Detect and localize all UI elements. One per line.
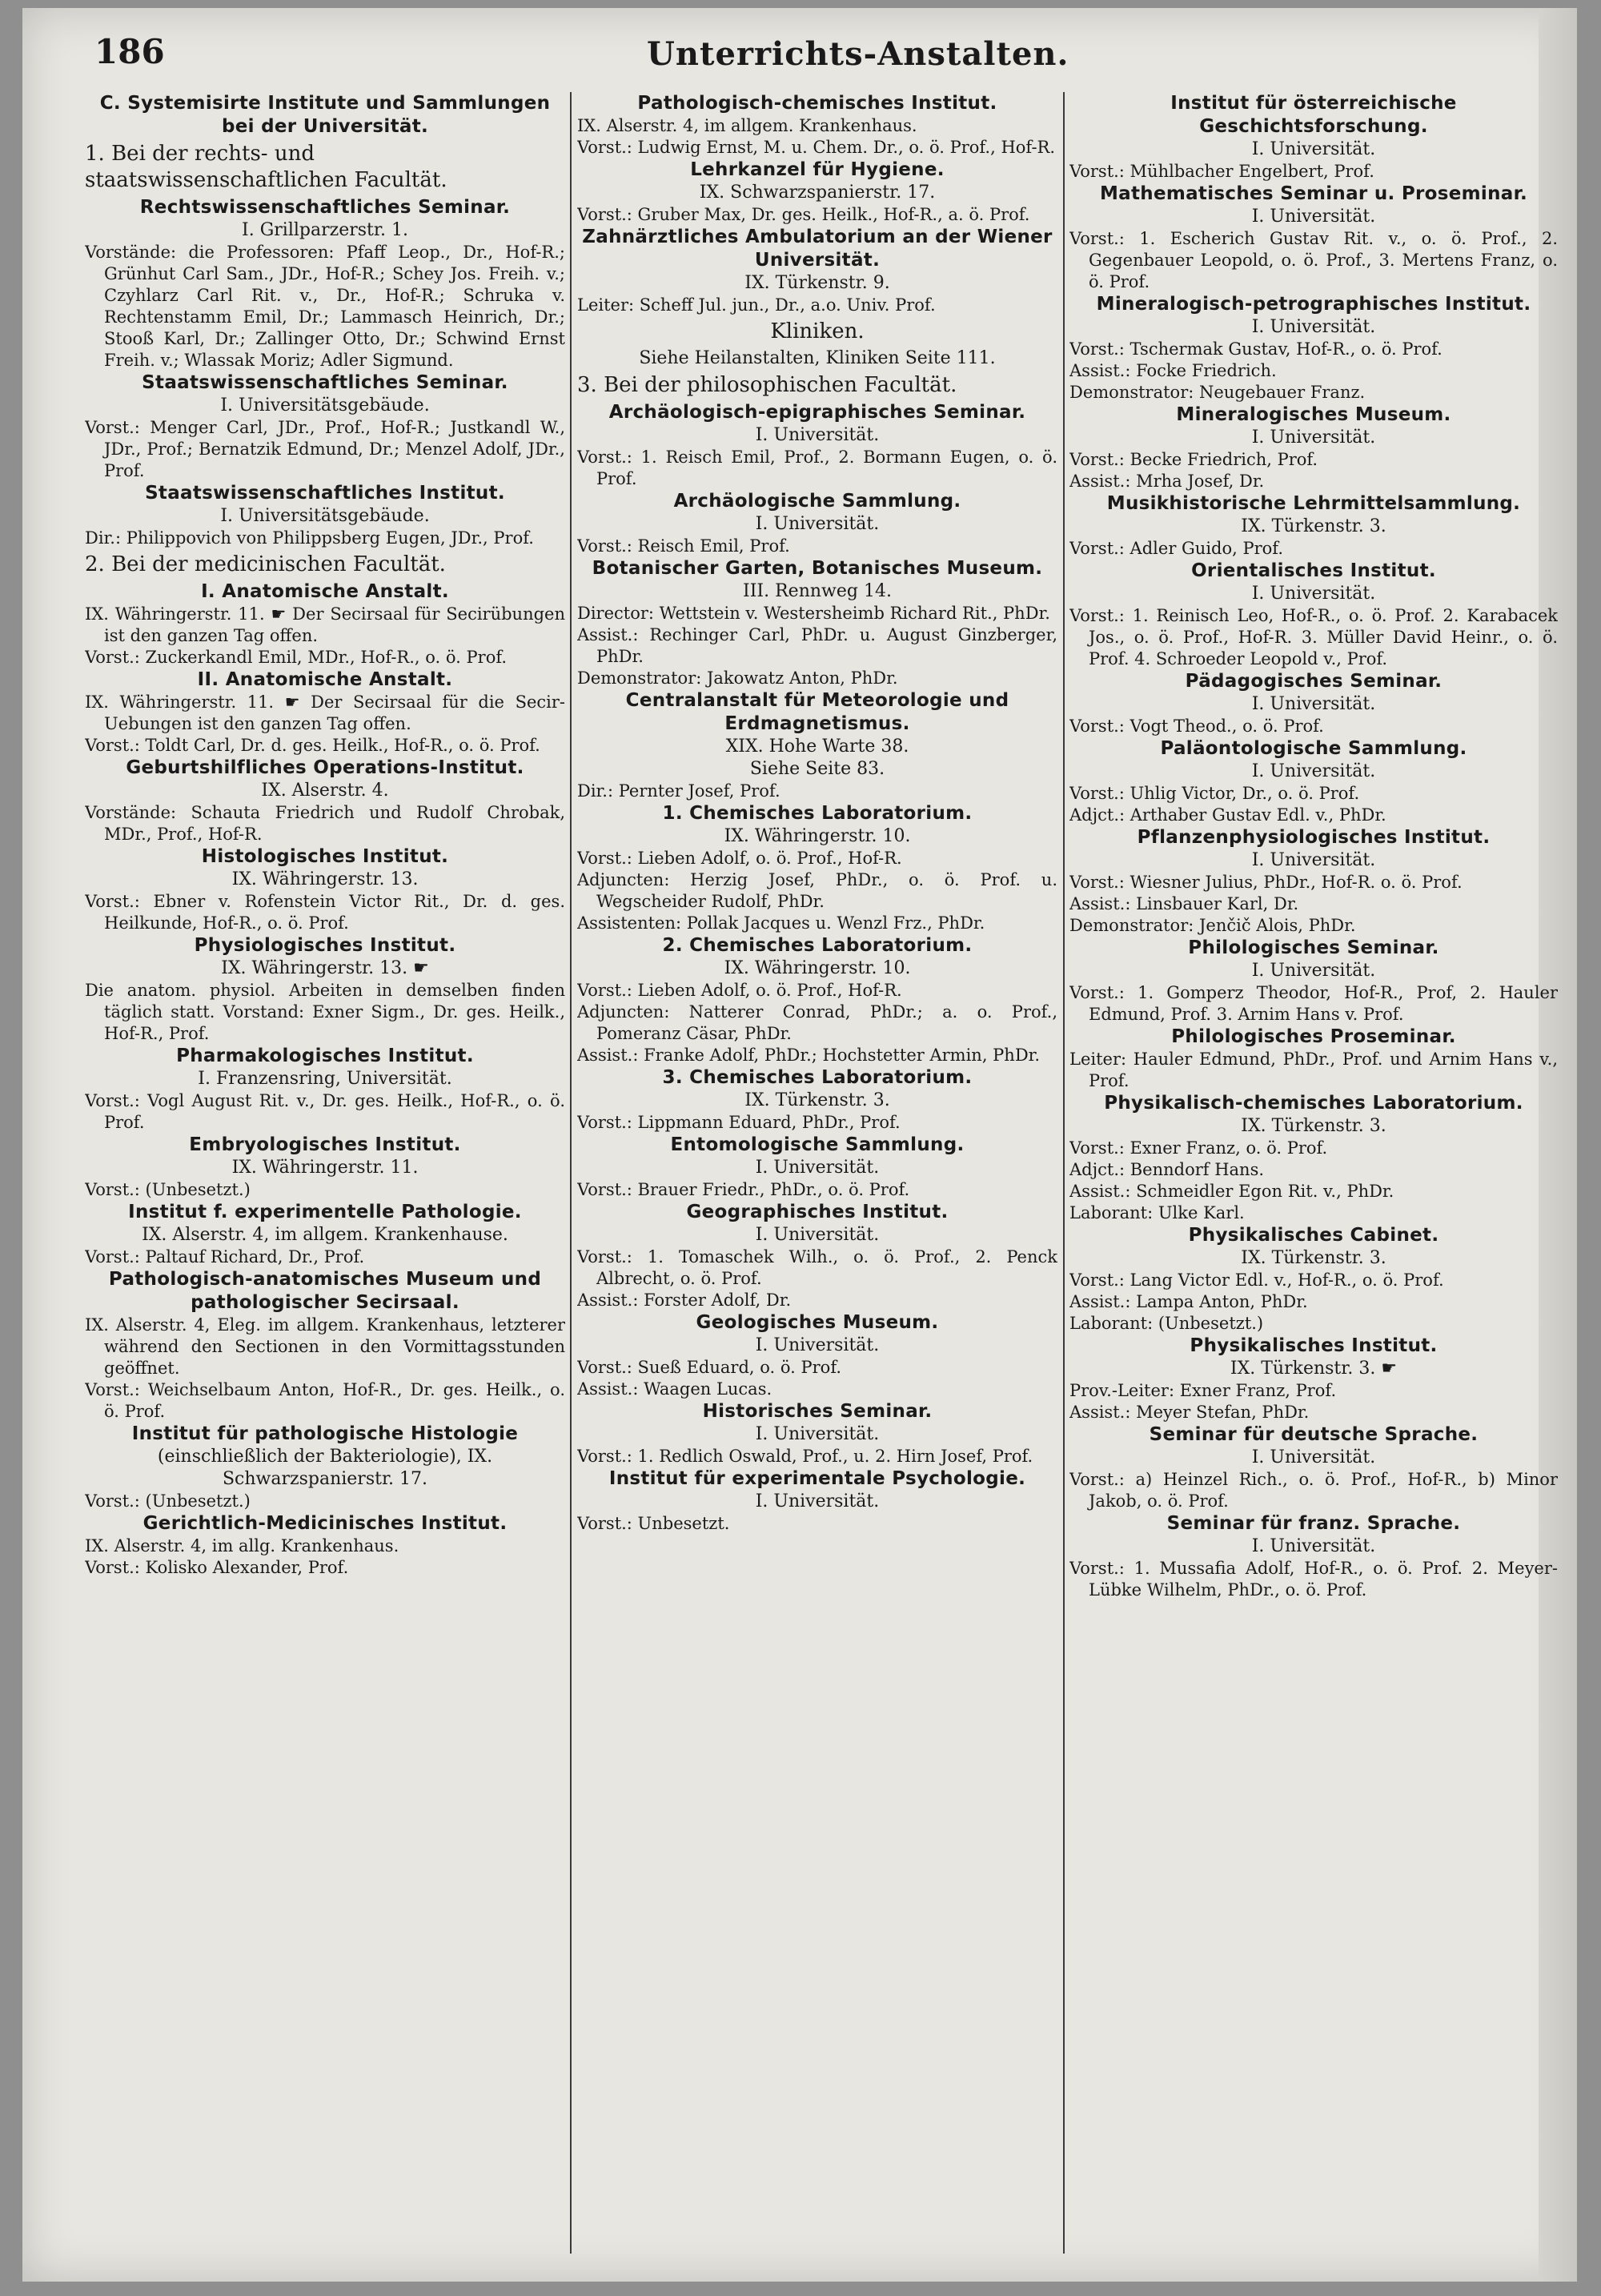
entry-text: Demonstrator: Jenčič Alois, PhDr. <box>1069 916 1356 935</box>
entry-text: Vorst.: 1. Escherich Gustav Rit. v., o. ö. Prof., 2. Gegenbauer Leopold, o. ö. Prof., 3. Mertens Franz, o. ö. Prof. <box>1069 229 1558 291</box>
address-line: I. Universität. <box>1251 139 1376 159</box>
entry-text: Vorstände: Schauta Friedrich und Rudolf Chrobak, MDr., Prof., Hof-R. <box>85 803 565 844</box>
section-heading: Rechtswissenschaftliches Seminar. <box>139 197 511 218</box>
address-line: I. Universität. <box>755 514 880 534</box>
section-heading: Pathologisch-chemisches Institut. <box>637 93 997 114</box>
address-line: I. Universität. <box>1251 850 1376 870</box>
entry-text: Vorst.: 1. Reisch Emil, Prof., 2. Bormann Eugen, o. ö. Prof. <box>577 448 1057 488</box>
entry-text: Assist.: Linsbauer Karl, Dr. <box>1069 894 1299 913</box>
entry-text: Vorst.: Vogt Theod., o. ö. Prof. <box>1069 716 1324 736</box>
entry-text: Demonstrator: Neugebauer Franz. <box>1069 383 1366 402</box>
faculty-heading: 3. Bei der philosophischen Facultät. <box>577 373 957 397</box>
entry-text: Assist.: Mrha Josef, Dr. <box>1069 472 1265 491</box>
section-heading: Philologisches Proseminar. <box>1171 1026 1456 1047</box>
entry-text: Assist.: Waagen Lucas. <box>577 1379 772 1399</box>
entry-text: Vorst.: 1. Gomperz Theodor, Hof-R., Prof, 2. Hauler Edmund, Prof. 3. Arnim Hans v. Prof. <box>1069 983 1558 1024</box>
section-heading: Gerichtlich-Medicinisches Institut. <box>142 1513 508 1534</box>
entry-text: Assist.: Franke Adolf, PhDr.; Hochstetter Armin, PhDr. <box>577 1046 1041 1065</box>
address-line: I. Universität. <box>1251 1447 1376 1467</box>
entry-text: Vorst.: Lang Victor Edl. v., Hof-R., o. ö. Prof. <box>1069 1270 1444 1290</box>
address-line: (einschließlich der Bakteriologie), IX. Schwarzspanierstr. 17. <box>157 1447 493 1489</box>
section-heading: C. Systemisirte Institute und Sammlungen bei der Universität. <box>99 93 551 137</box>
entry-text: Assist.: Schmeidler Egon Rit. v., PhDr. <box>1069 1182 1394 1201</box>
section-heading: Geologisches Museum. <box>696 1312 939 1333</box>
entry-text: Vorst.: Uhlig Victor, Dr., o. ö. Prof. <box>1069 784 1360 803</box>
section-heading: Entomologische Sammlung. <box>670 1134 965 1155</box>
column-rule <box>570 92 572 2254</box>
faculty-heading: 2. Bei der medicinischen Facultät. <box>85 552 446 576</box>
running-head: Unterrichts-Anstalten. <box>647 35 1069 73</box>
address-line: I. Universität. <box>1251 761 1376 781</box>
address-line: I. Universität. <box>1251 317 1376 337</box>
section-heading: Seminar für franz. Sprache. <box>1166 1513 1461 1534</box>
address-line: IX. Türkenstr. 3. <box>1241 1116 1386 1136</box>
address-line: I. Universität. <box>755 1424 880 1444</box>
address-line: IX. Alserstr. 4, im allgem. Krankenhause. <box>142 1225 508 1245</box>
section-heading: Institut für österreichische Geschichtsforschung. <box>1170 93 1457 137</box>
entry-text: IX. Währingerstr. 11. ☛ Der Secirsaal für die Secir-Uebungen ist den ganzen Tag offen. <box>85 692 565 733</box>
section-heading: Musikhistorische Lehrmittelsammlung. <box>1106 493 1521 514</box>
entry-text: Vorst.: Unbesetzt. <box>577 1514 730 1533</box>
entry-text: Vorst.: Vogl August Rit. v., Dr. ges. Heilk., Hof-R., o. ö. Prof. <box>85 1091 565 1132</box>
columns <box>85 92 1558 2254</box>
section-heading: Staatswissenschaftliches Seminar. <box>142 372 508 393</box>
entry-text: Vorst.: Gruber Max, Dr. ges. Heilk., Hof-R., a. ö. Prof. <box>577 205 1030 224</box>
address-line: XIX. Hohe Warte 38. <box>725 737 909 757</box>
address-line: I. Universität. <box>1251 584 1376 604</box>
entry-text: Vorst.: Weichselbaum Anton, Hof-R., Dr. ges. Heilk., o. ö. Prof. <box>85 1380 565 1421</box>
section-heading: Physikalisches Institut. <box>1190 1335 1438 1356</box>
address-line: IX. Währingerstr. 10. <box>724 958 911 978</box>
section-heading: Seminar für deutsche Sprache. <box>1149 1424 1479 1445</box>
entry-text: Vorst.: Sueß Eduard, o. ö. Prof. <box>577 1358 842 1377</box>
entry-text: Vorst.: Ludwig Ernst, M. u. Chem. Dr., o. ö. Prof., Hof-R. <box>577 138 1056 157</box>
entry-text: Assist.: Meyer Stefan, PhDr. <box>1069 1403 1310 1422</box>
entry-text: Assist.: Lampa Anton, PhDr. <box>1069 1292 1308 1311</box>
entry-text: Vorst.: Exner Franz, o. ö. Prof. <box>1069 1138 1328 1158</box>
section-heading: Pathologisch-anatomisches Museum und pathologischer Secirsaal. <box>108 1269 542 1313</box>
section-heading: Historisches Seminar. <box>702 1401 933 1422</box>
section-heading: 3. Chemisches Laboratorium. <box>662 1067 973 1088</box>
section-heading: Geburtshilfliches Operations-Institut. <box>126 757 524 778</box>
section-heading: Lehrkanzel für Hygiene. <box>690 159 945 180</box>
section-heading: 1. Chemisches Laboratorium. <box>662 803 973 824</box>
section-heading: Pädagogisches Seminar. <box>1185 671 1443 692</box>
entry-text: Vorst.: Ebner v. Rofenstein Victor Rit., Dr. d. ges. Heilkunde, Hof-R., o. ö. Prof. <box>85 892 565 933</box>
address-line: I. Universität. <box>1251 427 1376 448</box>
section-heading: Pharmakologisches Institut. <box>176 1046 474 1066</box>
faculty-heading: Kliniken. <box>770 319 865 343</box>
address-line: I. Universität. <box>755 425 880 445</box>
entry-text: Leiter: Scheff Jul. jun., Dr., a.o. Univ. Prof. <box>577 295 936 315</box>
entry-text: Die anatom. physiol. Arbeiten in demselben finden täglich statt. Vorstand: Exner Sigm., Dr. ges. Heilk., Hof-R., Prof. <box>85 981 565 1043</box>
address-line: IX. Währingerstr. 13. <box>231 869 419 889</box>
section-heading: Philologisches Seminar. <box>1188 937 1439 958</box>
section-heading: II. Anatomische Anstalt. <box>197 669 453 690</box>
section-heading: I. Anatomische Anstalt. <box>201 581 449 602</box>
entry-text: Vorst.: Menger Carl, JDr., Prof., Hof-R.; Justkandl W., JDr., Prof.; Bernatzik Edmund, Dr.; Menzel Adolf, JDr., Prof. <box>85 418 565 480</box>
entry-text: Vorst.: Lieben Adolf, o. ö. Prof., Hof-R. <box>577 849 902 868</box>
section-heading: 2. Chemisches Laboratorium. <box>662 935 973 956</box>
entry-text: Adjuncten: Natterer Conrad, PhDr.; a. o. Prof., Pomeranz Cäsar, PhDr. <box>577 1002 1057 1043</box>
address-line: I. Universität. <box>1251 1536 1376 1556</box>
section-heading: Mathematisches Seminar u. Proseminar. <box>1099 183 1528 204</box>
entry-text: Vorst.: Tschermak Gustav, Hof-R., o. ö. Prof. <box>1069 339 1443 359</box>
page-number: 186 <box>94 32 165 71</box>
entry-text: Vorst.: Toldt Carl, Dr. d. ges. Heilk., Hof-R., o. ö. Prof. <box>85 736 540 755</box>
entry-text: Prov.-Leiter: Exner Franz, Prof. <box>1069 1381 1337 1400</box>
address-line: I. Universität. <box>755 1158 880 1178</box>
address-line: I. Grillparzerstr. 1. <box>242 220 408 240</box>
column-1 <box>85 92 565 2254</box>
section-heading: Archäologische Sammlung. <box>673 491 961 512</box>
entry-text: Vorst.: Becke Friedrich, Prof. <box>1069 450 1318 469</box>
entry-text: Assist.: Rechinger Carl, PhDr. u. August Ginzberger, PhDr. <box>577 625 1057 666</box>
entry-text: IX. Alserstr. 4, im allg. Krankenhaus. <box>85 1536 399 1555</box>
entry-text: Vorst.: Mühlbacher Engelbert, Prof. <box>1069 162 1374 181</box>
address-line: I. Universitätsgebäude. <box>220 506 430 526</box>
address-line: I. Universität. <box>1251 694 1376 714</box>
address-line: IX. Türkenstr. 9. <box>744 273 890 293</box>
entry-text: Vorst.: (Unbesetzt.) <box>85 1491 251 1511</box>
section-heading: Mineralogisches Museum. <box>1176 404 1451 425</box>
entry-text: Demonstrator: Jakowatz Anton, PhDr. <box>577 668 898 688</box>
section-heading: Botanischer Garten, Botanisches Museum. <box>592 558 1043 579</box>
entry-text: Vorst.: Reisch Emil, Prof. <box>577 536 790 556</box>
entry-text: Laborant: (Unbesetzt.) <box>1069 1314 1264 1333</box>
address-line: I. Franzensring, Universität. <box>198 1069 452 1089</box>
section-heading: Embryologisches Institut. <box>189 1134 461 1155</box>
column-rule <box>1063 92 1065 2254</box>
entry-text: Dir.: Philippovich von Philippsberg Eugen, JDr., Prof. <box>85 528 534 548</box>
entry-text: Vorst.: Kolisko Alexander, Prof. <box>85 1558 349 1577</box>
address-line: IX. Türkenstr. 3. <box>744 1090 890 1110</box>
address-line: Siehe Seite 83. <box>749 759 885 779</box>
entry-text: Vorst.: a) Heinzel Rich., o. ö. Prof., Hof-R., b) Minor Jakob, o. ö. Prof. <box>1069 1470 1558 1511</box>
entry-text: Vorst.: Brauer Friedr., PhDr., o. ö. Prof. <box>577 1180 910 1199</box>
entry-text: Vorst.: Paltauf Richard, Dr., Prof. <box>85 1247 365 1266</box>
entry-text: IX. Alserstr. 4, im allgem. Krankenhaus. <box>577 116 917 135</box>
address-line: IX. Schwarzspanierstr. 17. <box>699 183 936 203</box>
entry-text: Adjct.: Benndorf Hans. <box>1069 1160 1265 1179</box>
address-line: I. Universität. <box>755 1335 880 1355</box>
section-heading: Centralanstalt für Meteorologie und Erdmagnetismus. <box>625 690 1009 734</box>
address-line: IX. Währingerstr. 13. ☛ <box>221 958 429 978</box>
column-2 <box>577 92 1057 2254</box>
section-heading: Geographisches Institut. <box>686 1202 949 1222</box>
section-heading: Pflanzenphysiologisches Institut. <box>1137 827 1491 848</box>
section-heading: Zahnärztliches Ambulatorium an der Wiener Universität. <box>582 227 1053 271</box>
entry-text: Laborant: Ulke Karl. <box>1069 1203 1245 1222</box>
entry-text: Adjuncten: Herzig Josef, PhDr., o. ö. Prof. u. Wegscheider Rudolf, PhDr. <box>577 870 1057 911</box>
section-heading: Mineralogisch-petrographisches Institut. <box>1096 294 1531 315</box>
faculty-heading: 1. Bei der rechts- und staatswissenschaftlichen Facultät. <box>85 142 447 192</box>
entry-text: Assistenten: Pollak Jacques u. Wenzl Frz., PhDr. <box>577 913 985 933</box>
section-heading: Orientalisches Institut. <box>1191 560 1436 581</box>
entry-text: Vorst.: 1. Mussafia Adolf, Hof-R., o. ö. Prof. 2. Meyer-Lübke Wilhelm, PhDr., o. ö. Prof. <box>1069 1559 1558 1600</box>
entry-text: Assist.: Forster Adolf, Dr. <box>577 1290 792 1310</box>
address-line: IX. Türkenstr. 3. <box>1241 516 1386 536</box>
entry-text: Vorst.: 1. Reinisch Leo, Hof-R., o. ö. Prof. 2. Karabacek Jos., o. ö. Prof., Hof-R. 3. Müller David Heinr., o. ö. Prof. 4. Schroeder Leopold v., Prof. <box>1069 606 1558 668</box>
entry-text: Adjct.: Arthaber Gustav Edl. v., PhDr. <box>1069 805 1386 825</box>
entry-text: Vorstände: die Professoren: Pfaff Leop., Dr., Hof-R.; Grünhut Carl Sam., JDr., Hof-R.; Schey Jos. Freih. v.; Czyhlarz Carl Rit. v., Dr., Hof-R.; Schruka v. Rechtenstamm Emil, Dr.; Lammasch Heinrich, Dr.; Stooß Karl, Dr.; Zallinger Otto, Dr.; Schwind Ernst Freih. v.; Wlassak Moriz; Adler Sigmund. <box>85 243 565 370</box>
address-line: I. Universität. <box>755 1491 880 1511</box>
address-line: III. Rennweg 14. <box>743 581 892 601</box>
entry-text: IX. Währingerstr. 11. ☛ Der Secirsaal für Secirübungen ist den ganzen Tag offen. <box>85 604 565 645</box>
section-heading: Histologisches Institut. <box>201 846 449 867</box>
entry-text: Vorst.: Wiesner Julius, PhDr., Hof-R. o. ö. Prof. <box>1069 873 1463 892</box>
entry-text: Vorst.: 1. Redlich Oswald, Prof., u. 2. Hirn Josef, Prof. <box>577 1447 1033 1466</box>
entry-text: Vorst.: Lieben Adolf, o. ö. Prof., Hof-R. <box>577 981 902 1000</box>
entry-text: Leiter: Hauler Edmund, PhDr., Prof. und Arnim Hans v., Prof. <box>1069 1050 1558 1090</box>
section-heading: Archäologisch-epigraphisches Seminar. <box>608 402 1026 423</box>
address-line: IX. Währingerstr. 10. <box>724 826 911 846</box>
entry-text: Director: Wettstein v. Westersheimb Richard Rit., PhDr. <box>577 604 1050 623</box>
address-line: I. Universität. <box>755 1225 880 1245</box>
entry-text: Vorst.: (Unbesetzt.) <box>85 1180 251 1199</box>
address-line: Siehe Heilanstalten, Kliniken Seite 111. <box>639 348 996 368</box>
entry-text: Vorst.: Adler Guido, Prof. <box>1069 539 1283 558</box>
entry-text: Vorst.: 1. Tomaschek Wilh., o. ö. Prof., 2. Penck Albrecht, o. ö. Prof. <box>577 1247 1057 1288</box>
section-heading: Paläontologische Sammlung. <box>1160 738 1467 759</box>
entry-text: Assist.: Focke Friedrich. <box>1069 361 1277 380</box>
document-page <box>22 8 1577 2282</box>
section-heading: Institut für experimentale Psychologie. <box>608 1468 1026 1489</box>
section-heading: Institut f. experimentelle Pathologie. <box>128 1202 522 1222</box>
address-line: IX. Alserstr. 4. <box>261 781 389 801</box>
section-heading: Physikalisches Cabinet. <box>1188 1225 1439 1246</box>
address-line: IX. Währingerstr. 11. <box>231 1158 419 1178</box>
section-heading: Staatswissenschaftliches Institut. <box>145 483 505 504</box>
entry-text: Vorst.: Lippmann Eduard, PhDr., Prof. <box>577 1113 901 1132</box>
entry-text: IX. Alserstr. 4, Eleg. im allgem. Krankenhaus, letzterer während den Sectionen in den Vormittagsstunden geöffnet. <box>85 1315 565 1378</box>
address-line: I. Universitätsgebäude. <box>220 395 430 415</box>
section-heading: Physiologisches Institut. <box>194 935 456 956</box>
address-line: I. Universität. <box>1251 961 1376 981</box>
section-heading: Physikalisch-chemisches Laboratorium. <box>1104 1093 1523 1114</box>
address-line: I. Universität. <box>1251 207 1376 227</box>
address-line: IX. Türkenstr. 3. <box>1241 1248 1386 1268</box>
address-line: IX. Türkenstr. 3. ☛ <box>1230 1359 1398 1379</box>
entry-text: Vorst.: Zuckerkandl Emil, MDr., Hof-R., o. ö. Prof. <box>85 648 508 667</box>
section-heading: Institut für pathologische Histologie <box>131 1423 519 1444</box>
column-3 <box>1069 92 1558 2254</box>
entry-text: Dir.: Pernter Josef, Prof. <box>577 781 780 801</box>
